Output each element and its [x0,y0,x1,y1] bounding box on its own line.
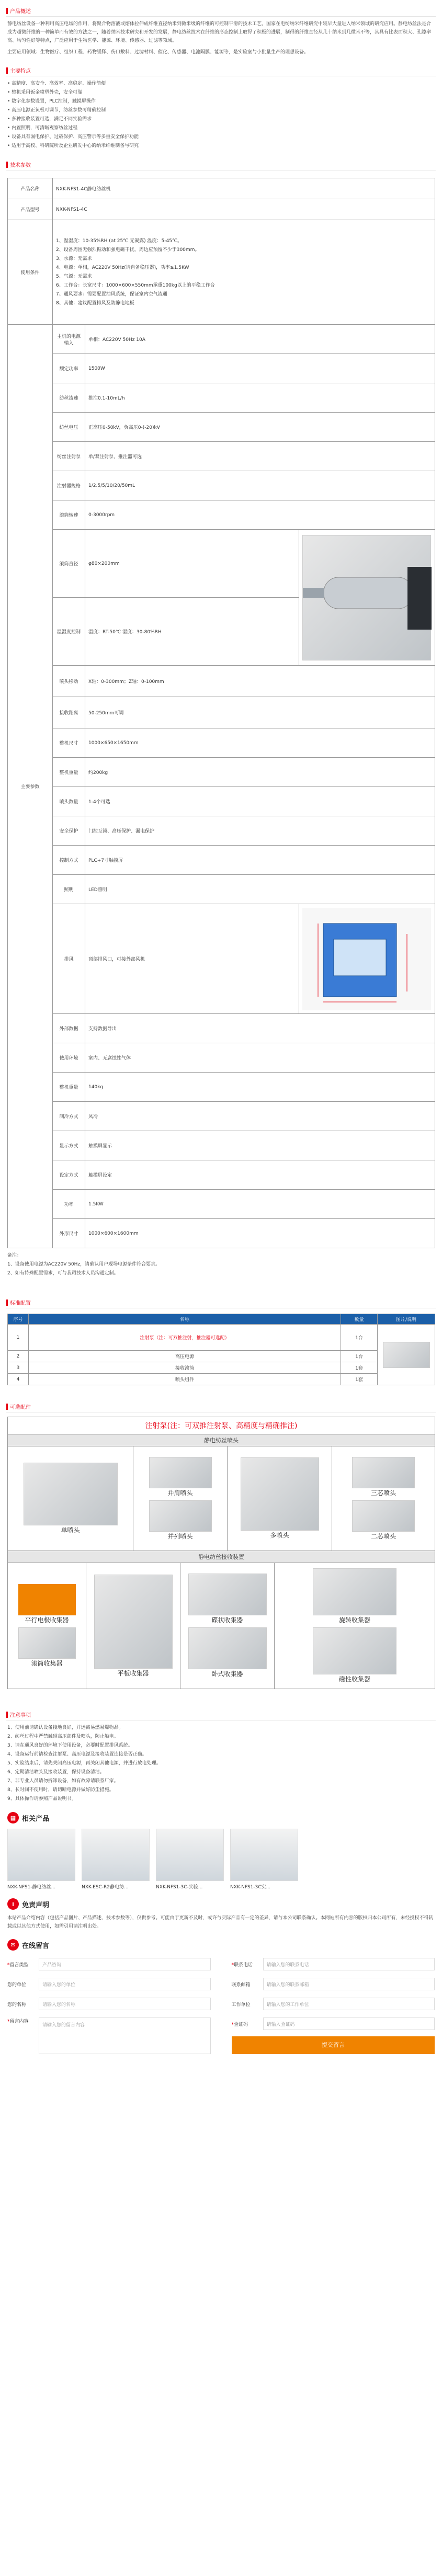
message-icon: ✉ [7,1939,19,1951]
head-photo [24,1463,118,1525]
form-right-col [232,2018,435,2054]
product-name-label: 产品名称 [8,178,53,199]
form-row [7,2018,211,2054]
machine-illustration [302,908,431,1010]
head-photo [352,1500,415,1532]
head-cell [228,1446,332,1551]
notice-item: 7、非专业人员请勿拆卸设备，如有故障请联系厂家。 [7,1779,119,1784]
param-value: PLC+7寸触摸屏 [85,846,435,875]
head-caption: 并肩喷头 [167,1489,193,1497]
disclaimer-title: 免责声明 [22,1901,50,1909]
param-name: 喷头移动 [53,666,85,697]
param-name: 滚筒直径 [53,530,85,598]
message-type-select[interactable]: 产品咨询 [39,1958,211,1970]
captcha-input[interactable]: 请输入验证码 [263,2018,435,2030]
overview-title: 产品概述 [10,9,31,15]
disclaimer-header [7,1898,435,1910]
cfg-name: 喷头组件 [29,1374,341,1385]
features-header [6,65,436,76]
machine-photo [302,908,431,1010]
param-value: 1000×600×1600mm [85,1219,435,1248]
param-name: 功率 [53,1190,85,1219]
param-value: 0-3000rpm [85,500,435,530]
head-cell [332,1446,435,1551]
param-value: 支持数据导出 [85,1014,435,1043]
product-name-value: NXK-NFS1-4C静电纺丝机 [53,178,435,199]
env-item: 6、工作台：长宽尺寸：1000×600×550mm承重100kg以上的平稳工作台 [56,282,215,288]
related-product[interactable] [7,1829,75,1890]
param-value: 140kg [85,1073,435,1102]
cfg-name: 注射泵（注：可双推注射，推注器可选配） [29,1325,341,1351]
param-name: 纺丝流速 [53,383,85,413]
notice-item: 9、具体操作请参照产品说明书。 [7,1796,76,1802]
options-title: 可选配件 [10,1405,31,1410]
notice-header [6,1709,436,1720]
feature-item: • 内置照明，可清晰观察纺丝过程 [7,126,78,131]
head-cell [8,1446,133,1551]
param-value: 推注0.1-10mL/h [85,383,435,413]
cfg-no: 4 [8,1374,29,1385]
env-item: 2、设备周围无强烈振动和强电磁干扰，周边应预留不少于300mm。 [56,247,200,253]
main-params-label: 主要参数 [8,325,53,1248]
cfg-name: 接收滚筒 [29,1362,341,1374]
notice-title: 注意事项 [10,1713,31,1718]
cfg-qty: 1套 [341,1362,378,1374]
head-caption: 二芯喷头 [370,1532,396,1540]
related-header [7,1812,435,1823]
email-input[interactable]: 请输入您的联系邮箱 [263,1978,435,1990]
receiver-photo [188,1574,267,1615]
env-item: 7、通风要求：需要配置抽风系统，保证室内空气流通 [56,291,167,297]
receiver-cell [8,1563,86,1689]
form-row [232,2018,435,2030]
form-row [7,1958,211,1970]
head-photo [241,1457,319,1531]
field-label: 工作单位 [231,2002,251,2008]
field-label: *验证码 [231,2022,248,2027]
form-row [232,1978,435,1990]
param-value: 1000×650×1650mm [85,728,435,758]
param-name: 额定功率 [53,354,85,383]
head-caption: 多喷头 [270,1532,289,1539]
receiver-caption: 旋转收集器 [338,1616,370,1624]
param-name: 排风 [53,904,85,1014]
related-product[interactable] [156,1829,224,1890]
overview-header [6,5,436,17]
notice-item: 4、设备运行前请检查注射泵、高压电源及接收装置连接是否正确。 [7,1752,147,1757]
product-name[interactable]: NXK-NFS1-3C实... [230,1885,271,1890]
notice-list [7,1724,435,1804]
param-name: 外部数据 [53,1014,85,1043]
heads-grid [8,1446,435,1551]
options-banner-text: 注射泵(注：可双推注射泵、高精度与精确推注) [145,1422,298,1430]
param-value: 正高压0-50kV，负高压0-(-20)kV [85,413,435,442]
product-name[interactable]: NXK-NFS1-静电纺丝... [7,1885,56,1890]
param-name: 外形尺寸 [53,1219,85,1248]
param-value: 约200kg [85,758,435,787]
field-label-text: 验证码 [234,2022,248,2027]
field-label: *留言类型 [7,1962,29,1968]
param-value: 1-4个可选 [85,787,435,816]
config-table [7,1314,435,1385]
drum-photo-cell [299,530,435,666]
param-name: 注射器规格 [53,471,85,500]
options-banner [8,1417,435,1434]
param-name: 整机重量 [53,1073,85,1102]
phone-input[interactable]: 请输入您的联系电话 [263,1958,435,1970]
param-value: 风冷 [85,1102,435,1131]
related-list [7,1829,435,1890]
receiver-photo [94,1575,173,1669]
grid-icon: ▦ [7,1812,19,1823]
env-item: 1、温湿度：10-35%RH (at 25℃ 无凝露) 温度：5-45℃。 [56,238,183,244]
field-label: 联系邮箱 [231,1982,251,1988]
env-list [53,220,435,325]
receivers-band: 静电纺丝接收装置 [8,1551,435,1563]
form-row [7,1998,211,2010]
param-value: 1/2.5/5/10/20/50mL [85,471,435,500]
notice-item: 6、定期清洁喷头及接收装置，保持设备清洁。 [7,1770,105,1775]
param-value: 50-250mm可调 [85,697,435,728]
param-value: 单/双注射泵，推注器可选 [85,442,435,471]
drum-illustration [303,535,432,661]
receiver-cell [86,1563,180,1689]
param-value: X轴：0-300mm；Z轴：0-100mm [85,666,435,697]
cfg-no: 3 [8,1362,29,1374]
cfg-no: 2 [8,1351,29,1362]
head-photo [149,1457,212,1488]
notice-item: 2、纺丝过程中严禁触碰高压部件及喷头，防止触电。 [7,1734,119,1739]
cfg-name: 高压电源 [29,1351,341,1362]
spec-table [7,178,435,1248]
receiver-photo [18,1627,76,1659]
product-photo[interactable] [7,1829,75,1881]
receiver-photo [18,1584,76,1615]
cfg-qty: 1台 [341,1325,378,1351]
workplace-input[interactable]: 请输入您的工作单位 [263,1998,435,2010]
env-item: 5、气源：无需求 [56,273,92,279]
feature-item: • 数字化参数设置，PLC控制，触摸屏操作 [7,99,96,104]
feature-item: • 适用于高校、科研院所及企业研发中心的纳米纤维制备与研究 [7,143,139,149]
field-label-text: 联系电话 [234,1962,253,1968]
notice-item: 3、请在通风良好的环境下使用设备，必要时配置排风系统。 [7,1743,133,1748]
options-header [6,1401,436,1412]
feature-item: • 多种接收装置可选，满足不同实验需求 [7,117,92,122]
param-value: φ80×200mm [85,530,299,598]
field-label: *留言内容 [7,2019,29,2024]
note-item: 1、设备使用电源为AC220V 50Hz，请确认用户现场电源条件符合要求。 [7,1262,161,1267]
param-name: 使用环境 [53,1043,85,1073]
param-name: 纺丝电压 [53,413,85,442]
features-list [7,79,435,151]
message-textarea[interactable]: 请输入您的留言内容 [39,2018,211,2054]
feature-item: • 整机采用钣金喷塑外壳，安全可靠 [7,90,83,95]
param-name: 接收距离 [53,697,85,728]
param-value: LED照明 [85,875,435,904]
drum-photo [302,535,431,660]
field-label: 您的单位 [7,1982,27,1988]
param-value: 触摸屏设定 [85,1160,435,1190]
submit-button[interactable]: 提交留言 [232,2036,435,2054]
param-name: 照明 [53,875,85,904]
field-label-text: 留言内容 [9,2019,29,2024]
head-caption: 三芯喷头 [370,1489,396,1497]
head-photo [149,1500,212,1532]
receiver-caption: 磁性收集器 [338,1675,370,1683]
receivers-grid [8,1563,435,1689]
notice-item: 1、使用前请确认设备接地良好，并远离易燃易爆物品。 [7,1725,123,1730]
receiver-photo [313,1568,396,1615]
cfg-qty: 1台 [341,1351,378,1362]
param-name: 控制方式 [53,846,85,875]
overview-text: 静电纺丝设备一种利用高压电场的作用，将聚合物溶液或熔体拉伸成纤维直径纳米到微米级的纤维的可控制平滑的技术工艺，国家在电纺纳米纤维研究中较早大量进入纳米领域的研究应用。静电纺丝法是合成为超微纤维的一种简单而有效的方法之一，随着纳米技术研究和开发的发展，静电纺丝技术在纤维的形态控制上取得了积极的进展，制得的纤维直径从几十纳米到几微米不等，其具有比表面积大、孔隙率高、均匀性好等特点，广泛应用于生物医学、能源、环境、传感器、过滤等领域。 [7,21,432,43]
env-item: 8、其他：建议配置排风及防静电地板 [56,300,134,306]
param-value: 门控互锁、高压保护、漏电保护 [85,816,435,846]
config-title: 标准配置 [10,1301,31,1306]
feature-item: • 高压电源正负极可调节，纺丝参数可精确控制 [7,108,106,113]
param-name: 喷头数量 [53,787,85,816]
param-name: 整机尺寸 [53,728,85,758]
related-title: 相关产品 [22,1815,50,1823]
receiver-caption: 平行电极收集器 [25,1616,69,1624]
param-value: 触摸屏显示 [85,1131,435,1160]
product-name[interactable]: NXK-NFS1-3C-实验... [156,1885,203,1890]
cfg-qty: 1套 [341,1374,378,1385]
receiver-cell [180,1563,275,1689]
disclaimer-text: 本站产品介绍内容（包括产品图片、产品描述、技术参数等），仅供参考。可能由于更新不及时，或许与实际产品有一定的差异，请与本公司联系确认。本网站所有内容的版权归本公司所有，未经授权不得转载或以其他方式使用，如需引用请注明出处。 [7,1916,434,1929]
form-row [232,1958,435,1970]
param-value: 1.5KW [85,1190,435,1219]
env-label: 使用条件 [8,220,53,325]
param-name: 温湿度控制 [53,598,85,666]
col-pic: 图片/说明 [378,1314,435,1325]
inquiry-header [7,1939,435,1951]
feature-item: • 高精度、高安全、高效率、高稳定、操作简便 [7,81,106,86]
field-label-text: 留言类型 [9,1962,29,1968]
product-photo[interactable] [156,1829,224,1881]
env-item: 3、水源：无需求 [56,256,92,261]
receiver-caption: 碟状收集器 [211,1616,243,1624]
heads-band: 静电纺丝喷头 [8,1434,435,1446]
param-value: 1500W [85,354,435,383]
param-name: 显示方式 [53,1131,85,1160]
features-title: 主要特点 [10,69,31,74]
param-name: 纺丝注射泵 [53,442,85,471]
form-row [7,1978,211,1990]
note-item: 2、如有特殊配置需求，可与我司技术人员沟通定制。 [7,1271,119,1276]
name-input[interactable]: 请输入您的名称 [39,1998,211,2010]
field-label: 您的名称 [7,2002,27,2008]
param-value: 单相：AC220V 50Hz 10A [85,325,435,354]
param-value: 温度：RT-50℃ 湿度：30-80%RH [85,598,299,666]
product-photo[interactable] [230,1829,298,1881]
inquiry-form [7,1958,435,2054]
cfg-pic [378,1325,435,1385]
param-value: 室内、无腐蚀性气体 [85,1043,435,1073]
head-cell [133,1446,228,1551]
note-label: 备注： [7,1253,22,1258]
receiver-caption: 平板收集器 [117,1669,149,1677]
param-name: 设定方式 [53,1160,85,1190]
col-no: 序号 [8,1314,29,1325]
head-photo [352,1457,415,1488]
env-item: 4、电源：单相，AC220V 50Hz(请自备稳压器)，功率≥1.5KW [56,265,189,270]
receiver-caption: 卧式收集器 [211,1670,243,1678]
receiver-cell [275,1563,435,1689]
field-label: *联系电话 [231,1962,253,1968]
col-name: 名称 [29,1314,341,1325]
notice-item: 5、实验结束后，请先关闭高压电源，再关闭其他电源，并进行放电处理。 [7,1761,161,1766]
options-box [7,1417,435,1689]
form-row [232,1998,435,2010]
head-caption: 单喷头 [61,1526,80,1534]
specs-header [6,159,436,170]
param-name: 滚筒转速 [53,500,85,530]
spec-notes [7,1251,435,1278]
related-product[interactable] [230,1829,298,1890]
param-name: 主机的电源输入 [53,325,85,354]
model-label: 产品型号 [8,199,53,220]
product-name[interactable]: NXK-ESC-R2静电纺... [82,1885,129,1890]
receiver-photo [313,1627,396,1674]
pump-photo [383,1342,430,1368]
notice-item: 8、长时间不使用时，请切断电源并做好防尘措施。 [7,1787,114,1793]
config-header [6,1297,436,1308]
specs-title: 技术参数 [10,163,31,168]
model-value: NXK-NFS1-4C [53,199,435,220]
machine-photo-cell [299,904,435,1014]
param-value: 顶部排风口，可接外部风机 [85,904,299,1014]
inquiry-title: 在线留言 [22,1942,50,1950]
cfg-no: 1 [8,1325,29,1351]
col-qty: 数量 [341,1314,378,1325]
product-photo[interactable] [82,1829,150,1881]
receiver-photo [188,1627,267,1669]
param-name: 制冷方式 [53,1102,85,1131]
info-icon: i [7,1898,19,1910]
receiver-caption: 滚筒收集器 [31,1660,63,1667]
feature-item: • 设备具有漏电保护、过载保护、高压警示等多重安全保护功能 [7,134,139,140]
param-name: 安全保护 [53,816,85,846]
param-name: 整机重量 [53,758,85,787]
related-product[interactable] [82,1829,150,1890]
company-input[interactable]: 请输入您的单位 [39,1978,211,1990]
head-caption: 并列喷头 [167,1532,193,1540]
overview-text-2: 主要应用领域：生物医疗、组织工程、药物缓释、伤口敷料、过滤材料、催化、传感器、电池隔膜、能源等，是实验室与小批量生产的理想设备。 [7,50,309,55]
